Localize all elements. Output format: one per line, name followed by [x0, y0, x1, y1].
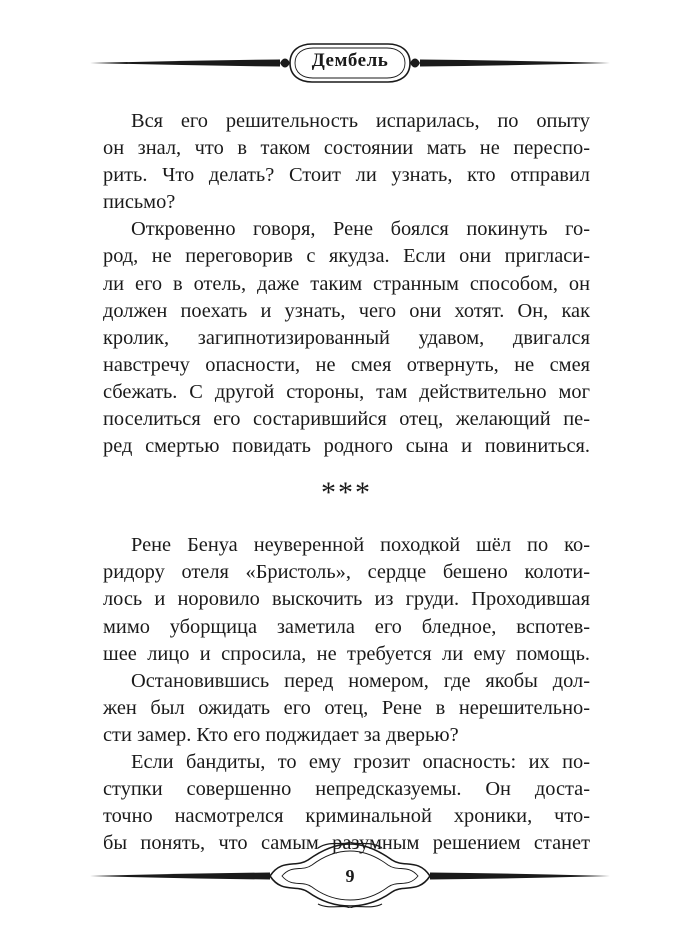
text-line: поселиться его состарившийся отец, желающий пе-	[103, 408, 590, 431]
text-line: ступки совершенно непредсказуемы. Он доста-	[103, 778, 590, 801]
text-line: Если бандиты, то ему грозит опасность: их по-	[131, 750, 590, 773]
text-line: ридору отеля «Бристоль», сердце бешено колоти-	[103, 561, 590, 584]
text-line: кролик, загипнотизированный удавом, двигался	[103, 326, 590, 349]
text-line: сбежать. С другой стороны, там действительно мог	[103, 380, 590, 403]
section-separator: ***	[321, 476, 372, 510]
text-line: ли его в отель, даже таким странным способом, он	[103, 272, 590, 295]
text-line: Откровенно говоря, Рене боялся покинуть го-	[131, 218, 590, 241]
page-footer	[90, 838, 610, 908]
page-header	[90, 38, 610, 88]
text-line: лось и норовило выскочить из груди. Проходившая	[103, 588, 590, 611]
text-line: мимо уборщица заметила его бледное, вспотев-	[103, 615, 590, 638]
text-line: род, не переговорив с якудза. Если они пригласи-	[103, 245, 590, 268]
text-line: Остановившись перед номером, где якобы дол-	[131, 669, 590, 692]
text-line: он знал, что в таком состоянии мать не переспо-	[103, 137, 590, 160]
text-line: Рене Бенуа неуверенной походкой шёл по ко-	[131, 534, 590, 557]
text-line: точно насмотрелся криминальной хроники, что-	[103, 805, 590, 828]
text-line: ред смертью повидать родного сына и повиниться.	[103, 435, 590, 458]
text-line: письмо?	[103, 191, 176, 214]
page-text	[103, 108, 590, 857]
text-line: рить. Что делать? Стоит ли узнать, кто отправил	[103, 164, 590, 187]
running-title: Дембель	[311, 50, 389, 71]
text-line: бы понять, что самым разумным решением станет	[103, 832, 590, 855]
text-line: навстречу опасности, не смея отвернуть, не смея	[103, 353, 590, 376]
text-line: шее лицо и спросила, не требуется ли ему помощь.	[103, 642, 590, 665]
page-number: 9	[345, 866, 355, 886]
text-line: должен поехать и узнать, чего они хотят. Он, как	[103, 299, 590, 322]
text-line: жен был ожидать его отец, Рене в нерешительно-	[103, 696, 590, 719]
text-line: сти замер. Кто его поджидает за дверью?	[103, 723, 459, 746]
text-line: Вся его решительность испарилась, по опыту	[131, 110, 590, 132]
